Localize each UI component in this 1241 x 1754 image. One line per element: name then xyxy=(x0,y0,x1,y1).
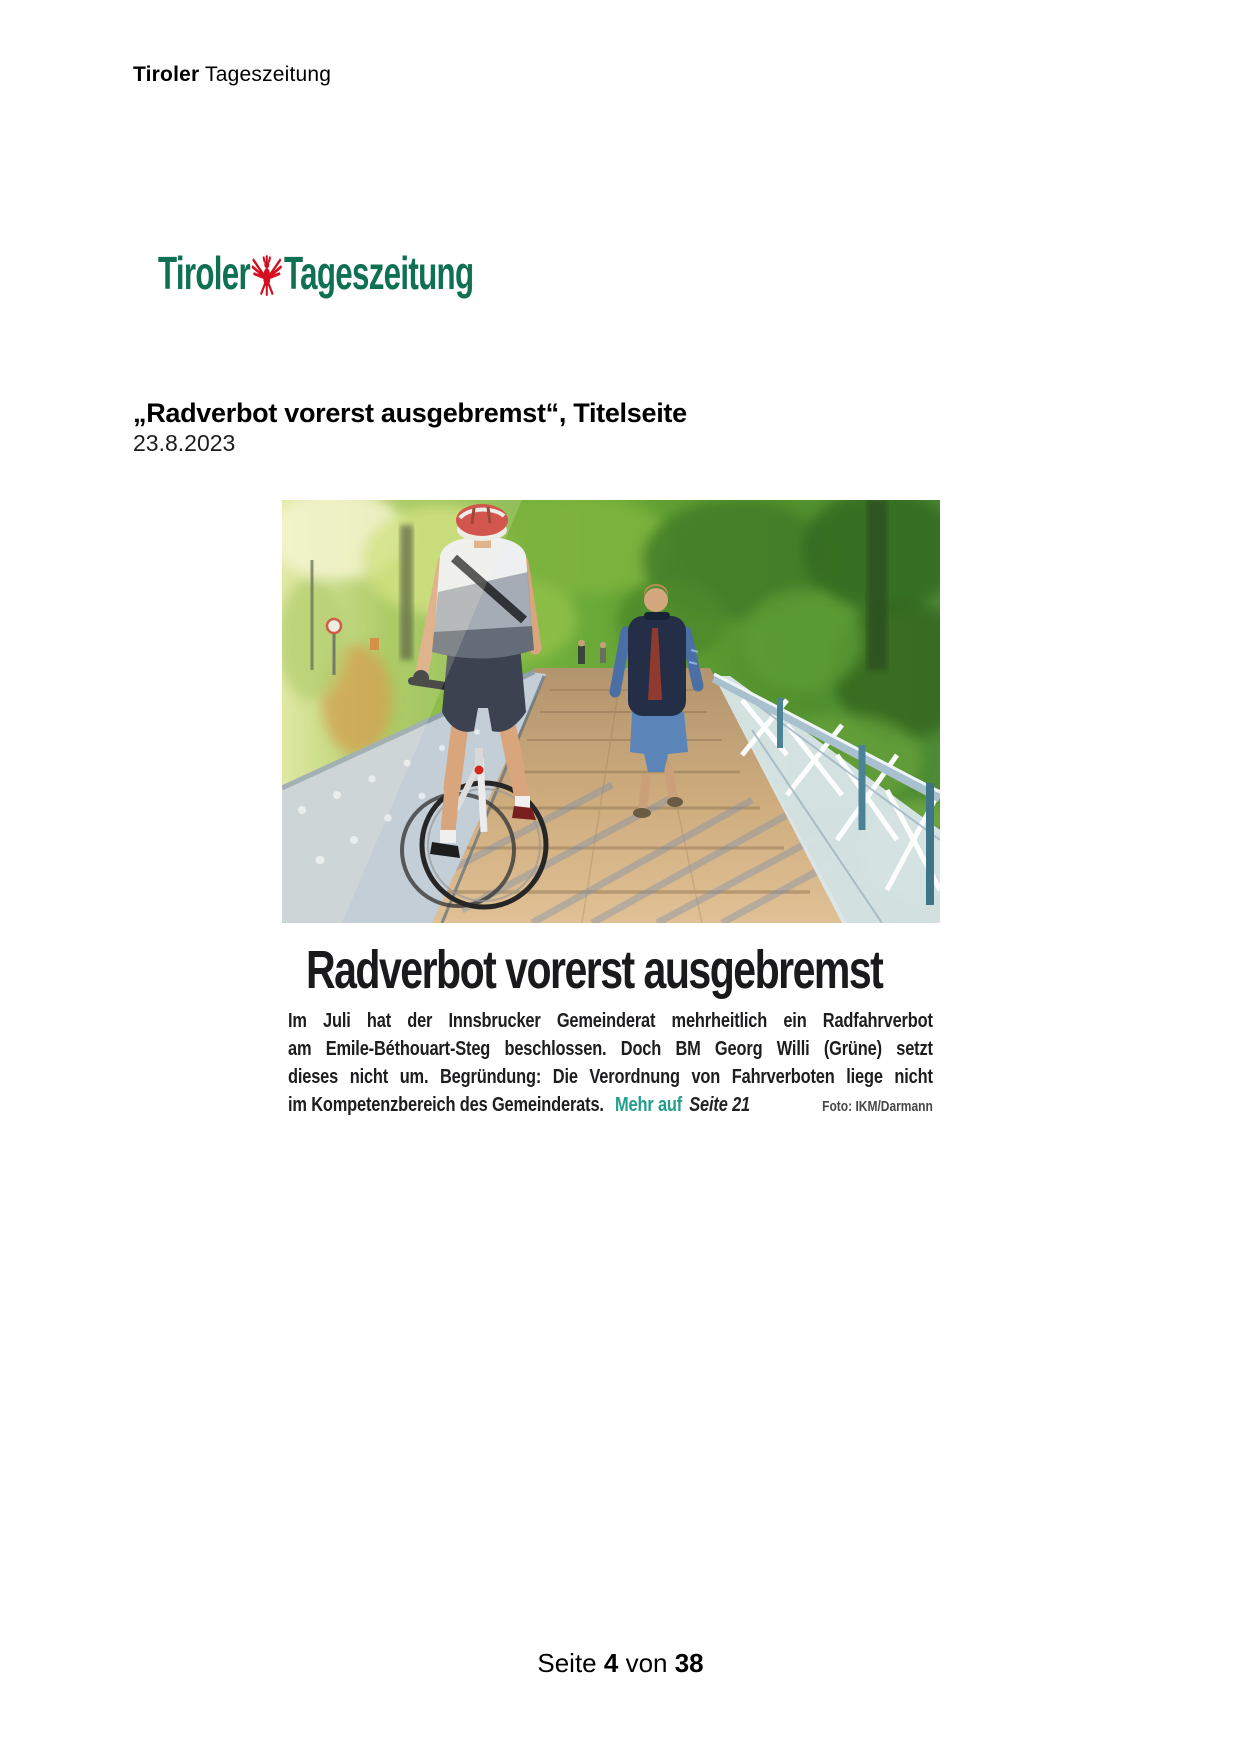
photo-credit: Foto: IKM/Darmann xyxy=(822,1098,933,1115)
clipping-date: 23.8.2023 xyxy=(133,430,236,456)
body-line: Im Juli hat der Innsbrucker Gemeinderat mehrheitlich ein Radfahrverbot xyxy=(288,1009,933,1032)
footer-current-page: 4 xyxy=(603,1648,619,1678)
tt-masthead-logo xyxy=(158,246,473,300)
newspaper-clipping xyxy=(282,500,940,1121)
tree-trunk-right xyxy=(867,500,887,670)
page-footer xyxy=(0,1648,1241,1679)
more-on-label: Mehr auf xyxy=(615,1093,683,1116)
footer-total-pages: 38 xyxy=(674,1648,704,1678)
body-line: am Emile-Béthouart-Steg beschlossen. Doch BM Georg Willi (Grüne) setzt xyxy=(288,1037,933,1060)
bridge-cyclists-photo xyxy=(282,500,940,923)
footer-middle: von xyxy=(625,1648,668,1678)
clipping-title: „Radverbot vorerst ausgebremst“, Titelseite xyxy=(133,398,687,428)
footer-prefix: Seite xyxy=(537,1648,597,1678)
body-line-text: im Kompetenzbereich des Gemeinderats. xyxy=(288,1093,604,1116)
body-line: dieses nicht um. Begründung: Die Verordnung von Fahrverboten liege nicht xyxy=(288,1065,933,1088)
logo-word-left: Tiroler xyxy=(158,247,251,299)
clipping-body xyxy=(288,1007,933,1121)
brand-bold: Tiroler xyxy=(133,63,200,86)
body-last-line xyxy=(288,1091,933,1121)
clipping-headline: Radverbot vorerst ausgebremst xyxy=(306,940,883,1000)
brand-header xyxy=(133,63,331,87)
tyrol-eagle-icon xyxy=(251,252,282,298)
more-on-page: Seite 21 xyxy=(689,1093,750,1116)
clipping-headline-wrap xyxy=(306,939,940,999)
brand-regular: Tageszeitung xyxy=(205,63,332,86)
logo-word-right: Tageszeitung xyxy=(284,247,474,299)
